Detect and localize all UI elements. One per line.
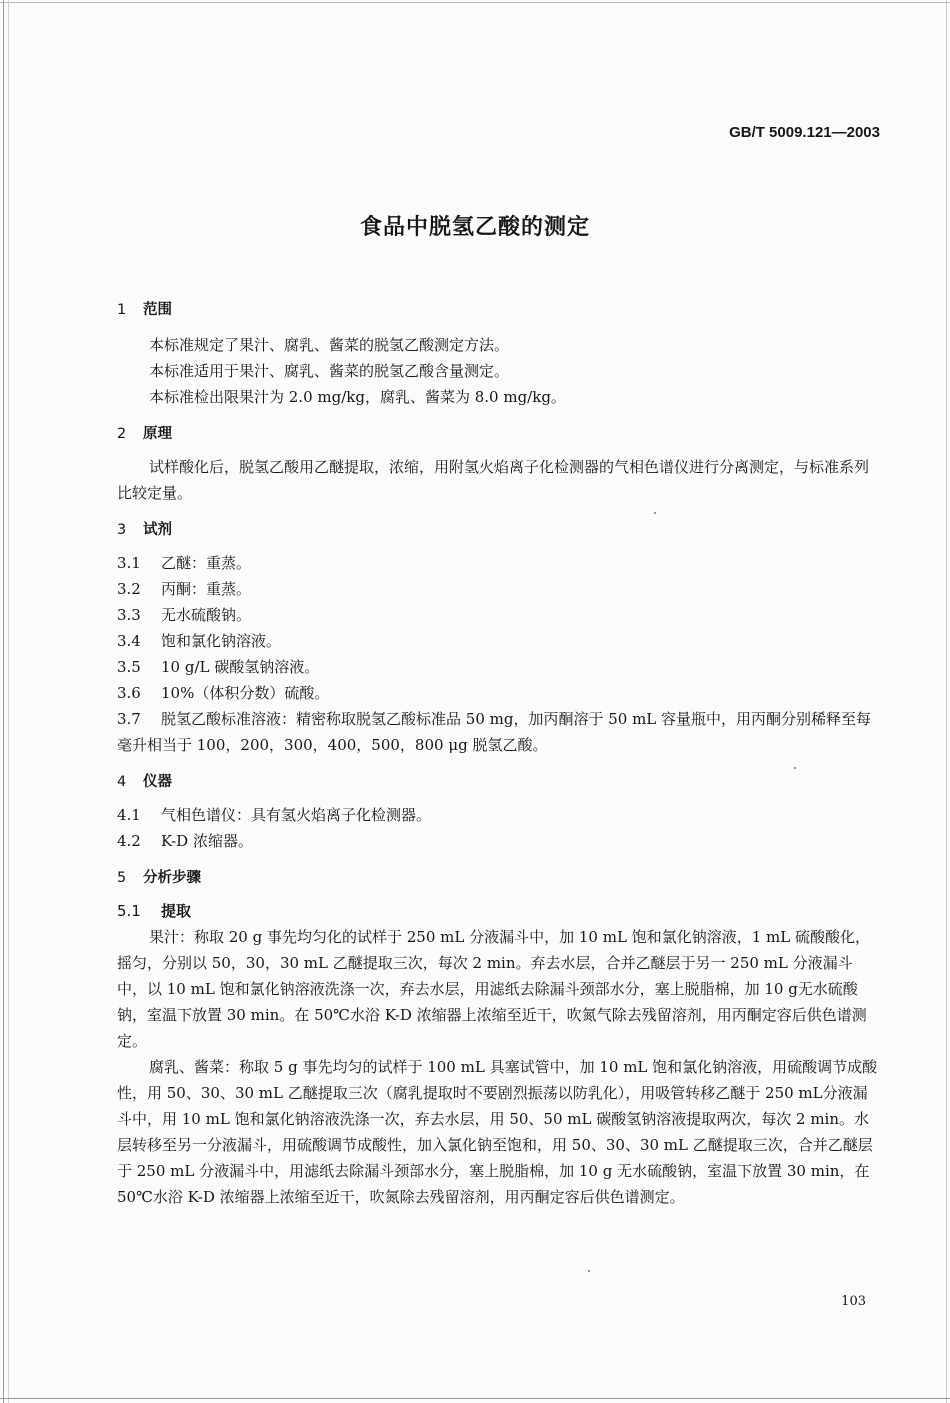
section-procedure	[117, 868, 879, 1210]
section-heading	[117, 868, 879, 888]
list-item	[117, 550, 879, 576]
list-item	[117, 680, 879, 706]
item-text: 无水硫酸钠。	[161, 606, 252, 624]
section-number: 1	[117, 302, 127, 318]
paragraph: 腐乳、酱菜：称取 5 g 事先均匀的试样于 100 mL 具塞试管中，加 10 mL 饱和氯化钠溶液，用硫酸调节成酸性，用 50、30、30 mL 乙醚提取三次（腐乳提取时不要剧烈振荡以防乳化），用吸管转移乙醚于 250 mL分液漏斗中，用 10 mL 饱和氯化钠溶液洗涤一次，弃去水层，用 50、50 mL 碳酸氢钠溶液提取两次，每次 2 min。水层转移至另一分液漏斗，用硫酸调节成酸性，加入氯化钠至饱和，用 50、30、30 mL 乙醚提取三次，合并乙醚层于 250 mL 分液漏斗中，用滤纸去除漏斗颈部水分，塞上脱脂棉，加 10 g 无水硫酸钠，室温下放置 30 min，在 50℃水浴 K-D 浓缩器上浓缩至近干，吹氮除去残留溶剂，用丙酮定容后供色谱测定。	[117, 1058, 878, 1206]
item-number: 3.3	[117, 606, 141, 624]
page-number: 103	[841, 1294, 866, 1309]
section-title: 原理	[143, 426, 172, 442]
list-item	[117, 602, 879, 628]
scan-edge-top	[0, 2, 950, 3]
subsection-extraction	[117, 898, 879, 1210]
item-text: 10 g/L 碳酸氢钠溶液。	[161, 658, 320, 676]
section-heading	[117, 520, 879, 540]
section-number: 4	[117, 774, 127, 790]
item-number: 3.7	[117, 710, 141, 728]
item-text: K-D 浓缩器。	[161, 832, 253, 850]
section-apparatus	[117, 772, 879, 854]
item-number: 3.4	[117, 632, 141, 650]
paragraph: 试样酸化后，脱氢乙酸用乙醚提取，浓缩，用附氢火焰离子化检测器的气相色谱仪进行分离测定，与标准系列比较定量。	[117, 458, 870, 502]
item-text: 气相色谱仪：具有氢火焰离子化检测器。	[161, 806, 432, 824]
item-text: 脱氢乙酸标准溶液：精密称取脱氢乙酸标准品 50 mg，加丙酮溶于 50 mL 容量瓶中，用丙酮分别稀释至每毫升相当于 100，200，300，400，500，800 μg 脱氢乙酸。	[117, 710, 872, 754]
section-heading	[117, 772, 879, 792]
scan-speck	[588, 1270, 590, 1272]
list-item	[117, 706, 879, 758]
document-title: 食品中脱氢乙酸的测定	[359, 215, 590, 240]
list-item	[117, 576, 879, 602]
section-title: 范围	[143, 302, 172, 318]
item-text: 10%（体积分数）硫酸。	[161, 684, 330, 702]
item-text: 丙酮：重蒸。	[161, 580, 252, 598]
section-title: 分析步骤	[143, 870, 201, 886]
item-number: 3.6	[117, 684, 141, 702]
paragraph: 本标准规定了果汁、腐乳、酱菜的脱氢乙酸测定方法。	[149, 336, 510, 354]
list-item	[117, 628, 879, 654]
section-title: 试剂	[143, 522, 172, 538]
section-title: 仪器	[143, 774, 172, 790]
section-heading	[117, 300, 879, 320]
item-number: 3.1	[117, 554, 141, 572]
item-text: 饱和氯化钠溶液。	[161, 632, 282, 650]
subsection-title: 提取	[161, 902, 192, 920]
scan-edge-bottom	[0, 1398, 950, 1399]
section-number: 3	[117, 522, 127, 538]
list-item	[117, 654, 879, 680]
section-principle	[117, 424, 879, 506]
paragraph: 果汁：称取 20 g 事先均匀化的试样于 250 mL 分液漏斗中，加 10 mL 饱和氯化钠溶液，1 mL 硫酸酸化，摇匀，分别以 50，30，30 mL 乙醚提取三次，每次 2 min。弃去水层，合并乙醚层于另一 250 mL 分液漏斗中，以 10 mL 饱和氯化钠溶液洗涤一次，弃去水层，用滤纸去除漏斗颈部水分，塞上脱脂棉，加 10 g无水硫酸钠，室温下放置 30 min。在 50℃水浴 K-D 浓缩器上浓缩至近干，吹氮气除去残留溶剂，用丙酮定容后供色谱测定。	[117, 928, 870, 1050]
subsection-number: 5.1	[117, 902, 141, 920]
paragraph: 本标准检出限果汁为 2.0 mg/kg，腐乳、酱菜为 8.0 mg/kg。	[149, 388, 566, 406]
document-body	[117, 300, 879, 1210]
section-number: 5	[117, 870, 127, 886]
item-text: 乙醚：重蒸。	[161, 554, 252, 572]
item-number: 4.1	[117, 806, 141, 824]
standard-number: GB/T 5009.121—2003	[729, 124, 880, 141]
list-item	[117, 828, 879, 854]
section-heading	[117, 424, 879, 444]
paragraph: 本标准适用于果汁、腐乳、酱菜的脱氢乙酸含量测定。	[149, 362, 510, 380]
item-number: 4.2	[117, 832, 141, 850]
section-number: 2	[117, 426, 127, 442]
subsection-heading	[117, 898, 879, 924]
section-scope	[117, 300, 879, 410]
item-number: 3.5	[117, 658, 141, 676]
list-item	[117, 802, 879, 828]
item-number: 3.2	[117, 580, 141, 598]
section-reagents	[117, 520, 879, 758]
